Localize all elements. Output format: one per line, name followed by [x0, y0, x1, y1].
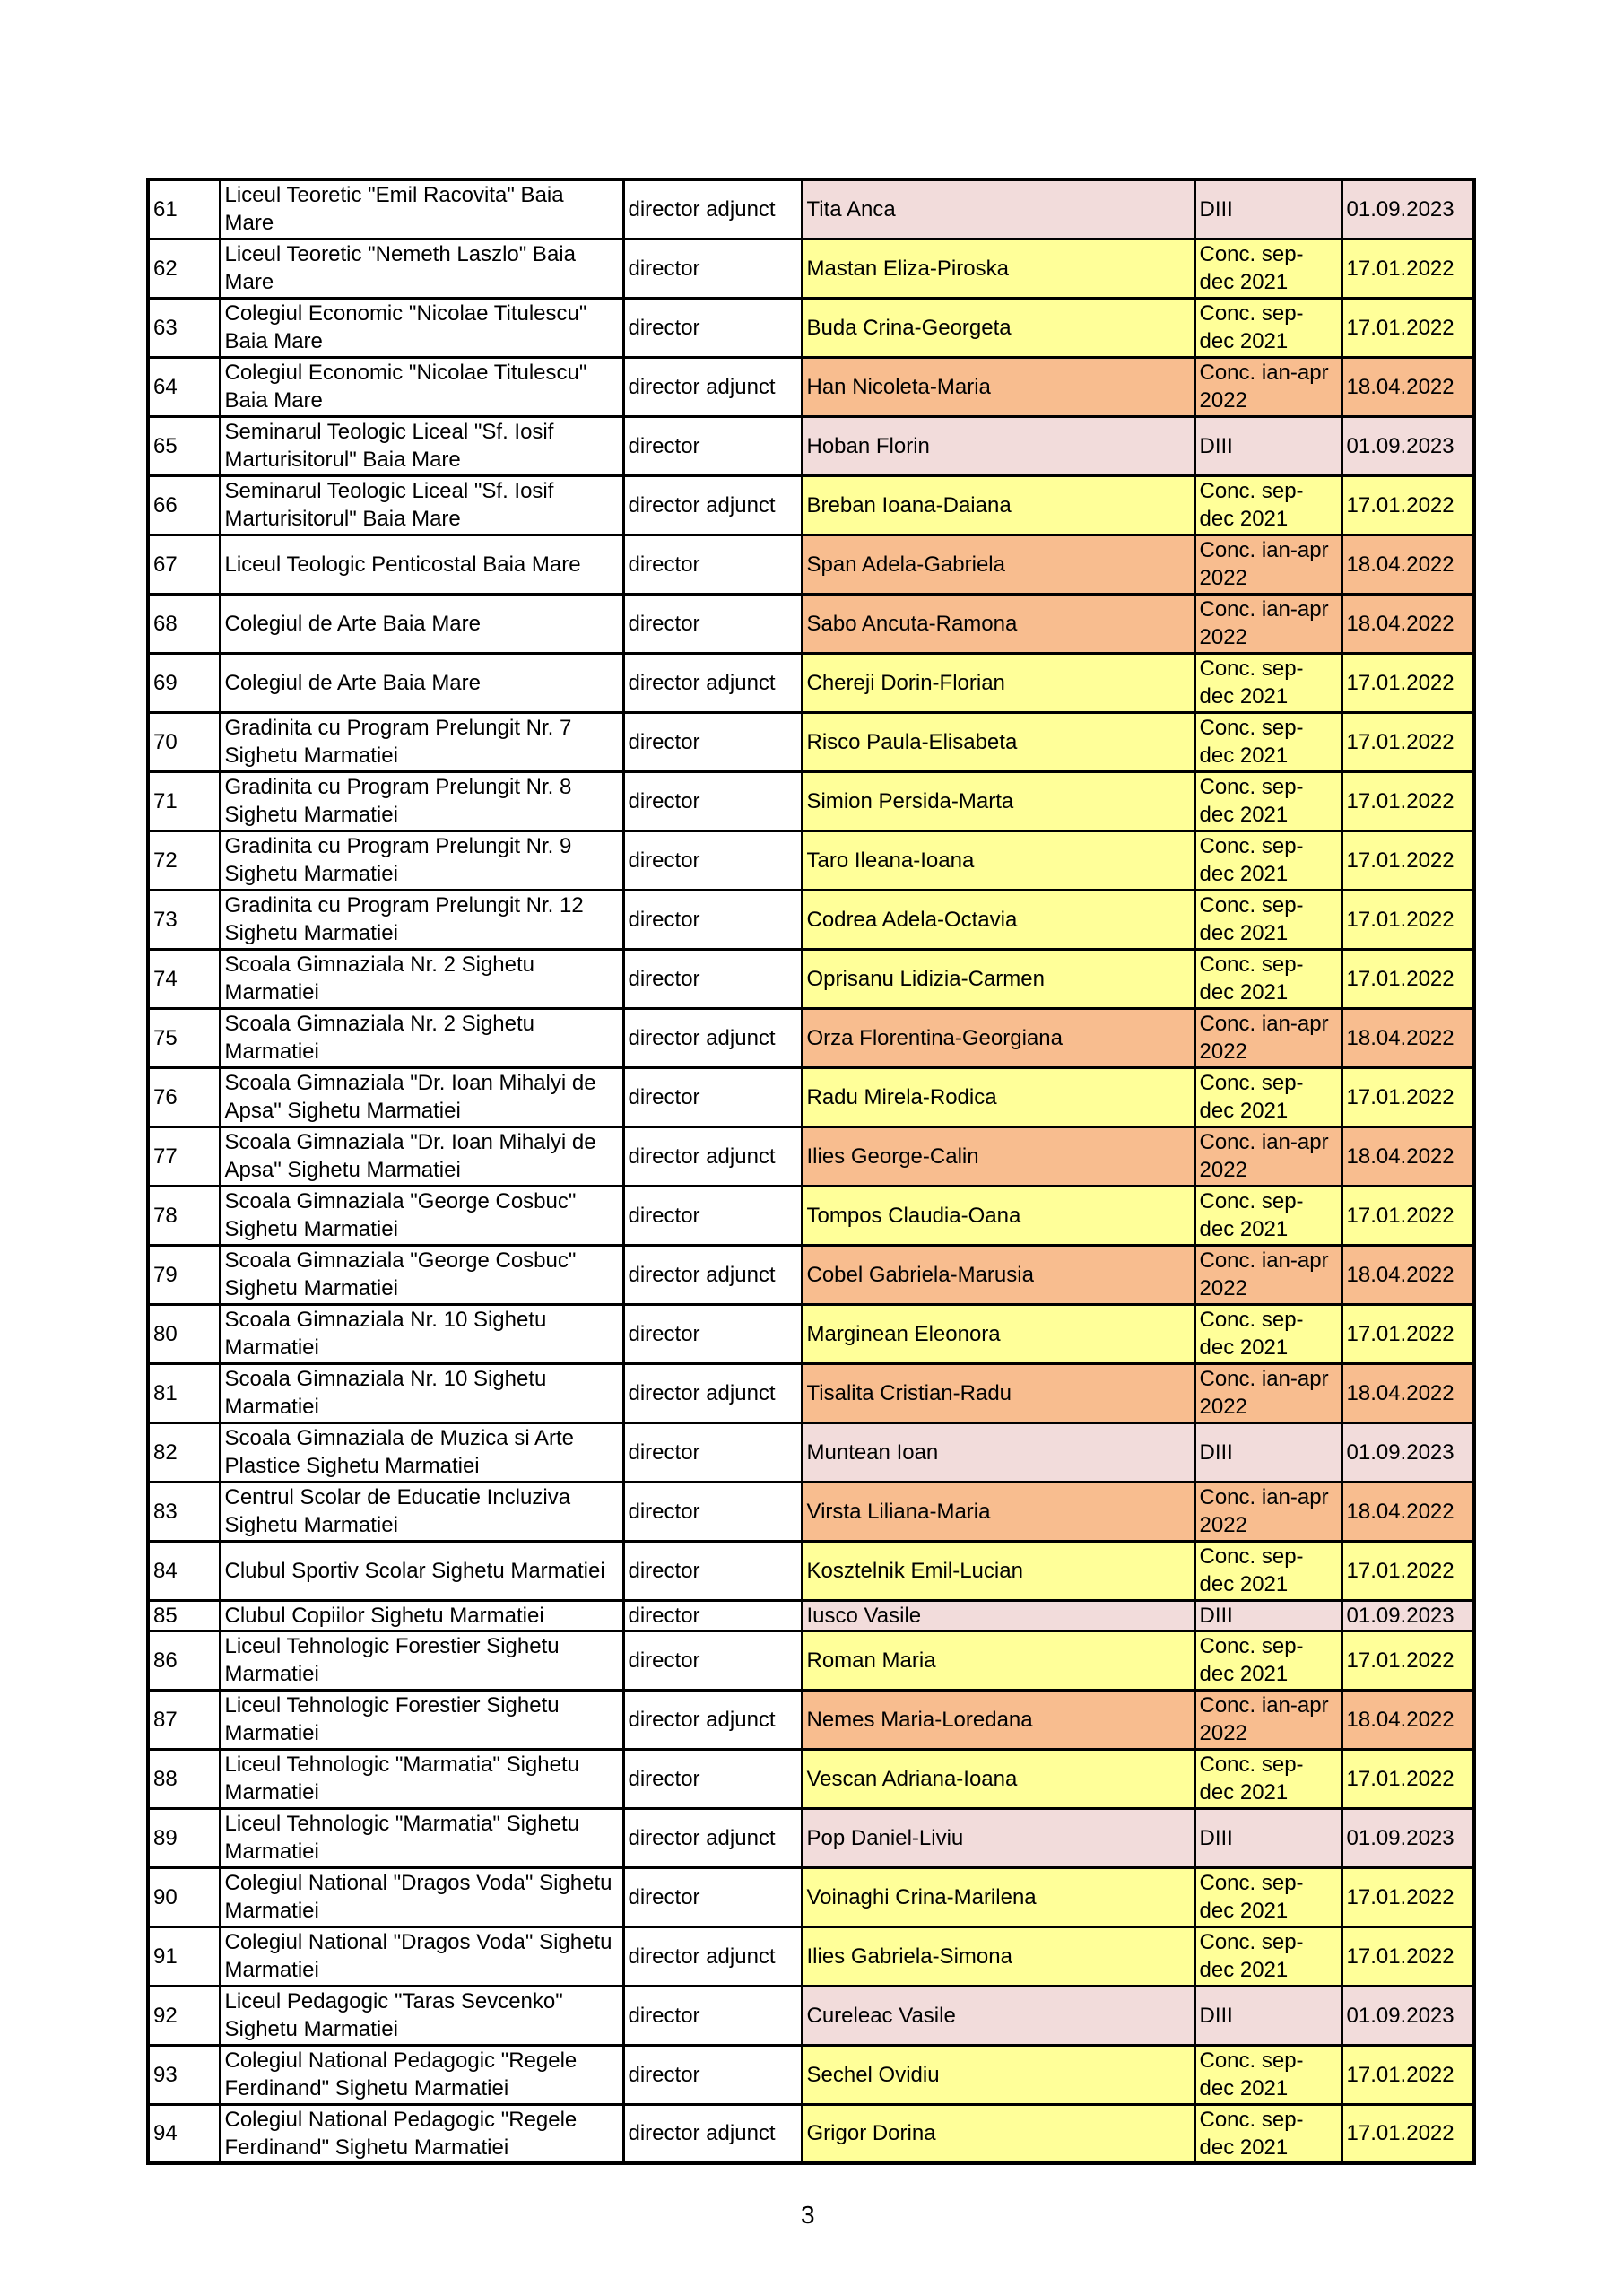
- effective-date: 17.01.2022: [1342, 1304, 1474, 1363]
- school-name: Colegiul de Arte Baia Mare: [220, 594, 623, 653]
- effective-date: 17.01.2022: [1342, 653, 1474, 712]
- table-row: [148, 712, 1474, 771]
- school-name: Colegiul National Pedagogic "Regele Ferdinand" Sighetu Marmatiei: [220, 2045, 623, 2104]
- directors-table: [146, 178, 1476, 2165]
- row-number: 78: [148, 1186, 220, 1245]
- person-name: Han Nicoleta-Maria: [802, 357, 1194, 416]
- appointment-status: Conc. ian-apr 2022: [1194, 1363, 1342, 1422]
- person-name: Span Adela-Gabriela: [802, 535, 1194, 594]
- appointment-status: Conc. ian-apr 2022: [1194, 357, 1342, 416]
- table-row: [148, 1986, 1474, 2045]
- appointment-status: Conc. ian-apr 2022: [1194, 1008, 1342, 1067]
- position: director: [623, 1541, 802, 1600]
- position: director adjunct: [623, 1926, 802, 1986]
- person-name: Cobel Gabriela-Marusia: [802, 1245, 1194, 1304]
- position: director: [623, 594, 802, 653]
- appointment-status: Conc. sep-dec 2021: [1194, 1541, 1342, 1600]
- table-row: [148, 1126, 1474, 1186]
- person-name: Iusco Vasile: [802, 1600, 1194, 1631]
- row-number: 61: [148, 179, 220, 239]
- appointment-status: Conc. sep-dec 2021: [1194, 771, 1342, 831]
- person-name: Pop Daniel-Liviu: [802, 1808, 1194, 1867]
- position: director: [623, 1986, 802, 2045]
- school-name: Liceul Teologic Penticostal Baia Mare: [220, 535, 623, 594]
- row-number: 64: [148, 357, 220, 416]
- row-number: 82: [148, 1422, 220, 1482]
- effective-date: 18.04.2022: [1342, 1008, 1474, 1067]
- school-name: Liceul Teoretic "Emil Racovita" Baia Mare: [220, 179, 623, 239]
- table-row: [148, 1363, 1474, 1422]
- row-number: 66: [148, 475, 220, 535]
- row-number: 70: [148, 712, 220, 771]
- table-row: [148, 1631, 1474, 1690]
- row-number: 63: [148, 298, 220, 357]
- person-name: Vescan Adriana-Ioana: [802, 1749, 1194, 1808]
- position: director: [623, 416, 802, 475]
- effective-date: 01.09.2023: [1342, 1600, 1474, 1631]
- position: director: [623, 1422, 802, 1482]
- table-row: [148, 239, 1474, 298]
- row-number: 81: [148, 1363, 220, 1422]
- position: director adjunct: [623, 1808, 802, 1867]
- appointment-status: DIII: [1194, 1808, 1342, 1867]
- position: director: [623, 1631, 802, 1690]
- row-number: 65: [148, 416, 220, 475]
- row-number: 88: [148, 1749, 220, 1808]
- position: director adjunct: [623, 475, 802, 535]
- position: director: [623, 1482, 802, 1541]
- table-row: [148, 1808, 1474, 1867]
- school-name: Scoala Gimnaziala "Dr. Ioan Mihalyi de Apsa" Sighetu Marmatiei: [220, 1067, 623, 1126]
- person-name: Taro Ileana-Ioana: [802, 831, 1194, 890]
- row-number: 90: [148, 1867, 220, 1926]
- appointment-status: DIII: [1194, 416, 1342, 475]
- school-name: Scoala Gimnaziala Nr. 10 Sighetu Marmatiei: [220, 1304, 623, 1363]
- table-row: [148, 1926, 1474, 1986]
- effective-date: 01.09.2023: [1342, 1808, 1474, 1867]
- appointment-status: Conc. sep-dec 2021: [1194, 949, 1342, 1008]
- school-name: Liceul Tehnologic "Marmatia" Sighetu Marmatiei: [220, 1808, 623, 1867]
- position: director adjunct: [623, 1008, 802, 1067]
- effective-date: 17.01.2022: [1342, 1541, 1474, 1600]
- row-number: 84: [148, 1541, 220, 1600]
- row-number: 91: [148, 1926, 220, 1986]
- row-number: 79: [148, 1245, 220, 1304]
- position: director: [623, 890, 802, 949]
- effective-date: 18.04.2022: [1342, 1363, 1474, 1422]
- appointment-status: Conc. ian-apr 2022: [1194, 1690, 1342, 1749]
- school-name: Liceul Tehnologic Forestier Sighetu Marmatiei: [220, 1631, 623, 1690]
- table-row: [148, 298, 1474, 357]
- row-number: 92: [148, 1986, 220, 2045]
- table-body: [148, 179, 1474, 2163]
- row-number: 76: [148, 1067, 220, 1126]
- school-name: Scoala Gimnaziala "George Cosbuc" Sighetu Marmatiei: [220, 1186, 623, 1245]
- table-row: [148, 416, 1474, 475]
- position: director: [623, 298, 802, 357]
- appointment-status: Conc. sep-dec 2021: [1194, 239, 1342, 298]
- table-row: [148, 1600, 1474, 1631]
- appointment-status: Conc. sep-dec 2021: [1194, 2045, 1342, 2104]
- row-number: 75: [148, 1008, 220, 1067]
- school-name: Colegiul National "Dragos Voda" Sighetu Marmatiei: [220, 1867, 623, 1926]
- person-name: Breban Ioana-Daiana: [802, 475, 1194, 535]
- effective-date: 17.01.2022: [1342, 890, 1474, 949]
- school-name: Centrul Scolar de Educatie Incluziva Sighetu Marmatiei: [220, 1482, 623, 1541]
- appointment-status: Conc. sep-dec 2021: [1194, 475, 1342, 535]
- school-name: Colegiul National "Dragos Voda" Sighetu Marmatiei: [220, 1926, 623, 1986]
- appointment-status: DIII: [1194, 1600, 1342, 1631]
- table-row: [148, 2104, 1474, 2163]
- person-name: Simion Persida-Marta: [802, 771, 1194, 831]
- effective-date: 01.09.2023: [1342, 1986, 1474, 2045]
- table-row: [148, 357, 1474, 416]
- row-number: 68: [148, 594, 220, 653]
- table-row: [148, 890, 1474, 949]
- position: director adjunct: [623, 1245, 802, 1304]
- school-name: Clubul Copiilor Sighetu Marmatiei: [220, 1600, 623, 1631]
- effective-date: 17.01.2022: [1342, 1186, 1474, 1245]
- appointment-status: Conc. sep-dec 2021: [1194, 1186, 1342, 1245]
- appointment-status: Conc. sep-dec 2021: [1194, 831, 1342, 890]
- school-name: Liceul Tehnologic "Marmatia" Sighetu Marmatiei: [220, 1749, 623, 1808]
- table-row: [148, 771, 1474, 831]
- row-number: 85: [148, 1600, 220, 1631]
- person-name: Nemes Maria-Loredana: [802, 1690, 1194, 1749]
- table-row: [148, 1867, 1474, 1926]
- effective-date: 01.09.2023: [1342, 1422, 1474, 1482]
- appointment-status: Conc. sep-dec 2021: [1194, 298, 1342, 357]
- person-name: Muntean Ioan: [802, 1422, 1194, 1482]
- person-name: Virsta Liliana-Maria: [802, 1482, 1194, 1541]
- person-name: Oprisanu Lidizia-Carmen: [802, 949, 1194, 1008]
- effective-date: 18.04.2022: [1342, 1690, 1474, 1749]
- effective-date: 18.04.2022: [1342, 535, 1474, 594]
- row-number: 89: [148, 1808, 220, 1867]
- appointment-status: Conc. sep-dec 2021: [1194, 1926, 1342, 1986]
- appointment-status: Conc. sep-dec 2021: [1194, 1631, 1342, 1690]
- person-name: Risco Paula-Elisabeta: [802, 712, 1194, 771]
- table-row: [148, 653, 1474, 712]
- person-name: Sabo Ancuta-Ramona: [802, 594, 1194, 653]
- position: director: [623, 1304, 802, 1363]
- table-row: [148, 179, 1474, 239]
- school-name: Gradinita cu Program Prelungit Nr. 9 Sighetu Marmatiei: [220, 831, 623, 890]
- person-name: Grigor Dorina: [802, 2104, 1194, 2163]
- person-name: Buda Crina-Georgeta: [802, 298, 1194, 357]
- school-name: Seminarul Teologic Liceal "Sf. Iosif Marturisitorul" Baia Mare: [220, 416, 623, 475]
- effective-date: 17.01.2022: [1342, 475, 1474, 535]
- appointment-status: Conc. ian-apr 2022: [1194, 1245, 1342, 1304]
- position: director: [623, 2045, 802, 2104]
- position: director: [623, 239, 802, 298]
- appointment-status: Conc. sep-dec 2021: [1194, 653, 1342, 712]
- table-row: [148, 1304, 1474, 1363]
- row-number: 77: [148, 1126, 220, 1186]
- person-name: Tita Anca: [802, 179, 1194, 239]
- school-name: Gradinita cu Program Prelungit Nr. 7 Sighetu Marmatiei: [220, 712, 623, 771]
- effective-date: 18.04.2022: [1342, 1482, 1474, 1541]
- effective-date: 17.01.2022: [1342, 298, 1474, 357]
- row-number: 67: [148, 535, 220, 594]
- school-name: Liceul Teoretic "Nemeth Laszlo" Baia Mare: [220, 239, 623, 298]
- school-name: Gradinita cu Program Prelungit Nr. 8 Sighetu Marmatiei: [220, 771, 623, 831]
- appointment-status: Conc. sep-dec 2021: [1194, 890, 1342, 949]
- person-name: Tisalita Cristian-Radu: [802, 1363, 1194, 1422]
- appointment-status: DIII: [1194, 1422, 1342, 1482]
- school-name: Clubul Sportiv Scolar Sighetu Marmatiei: [220, 1541, 623, 1600]
- effective-date: 17.01.2022: [1342, 2104, 1474, 2163]
- position: director adjunct: [623, 179, 802, 239]
- row-number: 62: [148, 239, 220, 298]
- effective-date: 17.01.2022: [1342, 2045, 1474, 2104]
- school-name: Colegiul Economic "Nicolae Titulescu" Baia Mare: [220, 298, 623, 357]
- row-number: 94: [148, 2104, 220, 2163]
- position: director: [623, 1600, 802, 1631]
- row-number: 74: [148, 949, 220, 1008]
- school-name: Scoala Gimnaziala Nr. 2 Sighetu Marmatiei: [220, 1008, 623, 1067]
- row-number: 86: [148, 1631, 220, 1690]
- person-name: Radu Mirela-Rodica: [802, 1067, 1194, 1126]
- appointment-status: Conc. ian-apr 2022: [1194, 1482, 1342, 1541]
- effective-date: 17.01.2022: [1342, 949, 1474, 1008]
- person-name: Tompos Claudia-Oana: [802, 1186, 1194, 1245]
- table-row: [148, 1690, 1474, 1749]
- appointment-status: DIII: [1194, 179, 1342, 239]
- table-row: [148, 1186, 1474, 1245]
- person-name: Ilies Gabriela-Simona: [802, 1926, 1194, 1986]
- effective-date: 01.09.2023: [1342, 416, 1474, 475]
- row-number: 83: [148, 1482, 220, 1541]
- person-name: Mastan Eliza-Piroska: [802, 239, 1194, 298]
- position: director: [623, 1867, 802, 1926]
- position: director adjunct: [623, 1126, 802, 1186]
- position: director adjunct: [623, 653, 802, 712]
- appointment-status: Conc. sep-dec 2021: [1194, 712, 1342, 771]
- school-name: Liceul Pedagogic "Taras Sevcenko" Sighetu Marmatiei: [220, 1986, 623, 2045]
- appointment-status: DIII: [1194, 1986, 1342, 2045]
- effective-date: 17.01.2022: [1342, 1926, 1474, 1986]
- appointment-status: Conc. ian-apr 2022: [1194, 535, 1342, 594]
- table-row: [148, 1245, 1474, 1304]
- effective-date: 18.04.2022: [1342, 357, 1474, 416]
- position: director: [623, 712, 802, 771]
- table-row: [148, 949, 1474, 1008]
- person-name: Hoban Florin: [802, 416, 1194, 475]
- table-row: [148, 831, 1474, 890]
- page-number: 3: [801, 2201, 815, 2229]
- school-name: Scoala Gimnaziala de Muzica si Arte Plastice Sighetu Marmatiei: [220, 1422, 623, 1482]
- position: director adjunct: [623, 2104, 802, 2163]
- row-number: 93: [148, 2045, 220, 2104]
- table-row: [148, 594, 1474, 653]
- person-name: Voinaghi Crina-Marilena: [802, 1867, 1194, 1926]
- effective-date: 17.01.2022: [1342, 1867, 1474, 1926]
- table-row: [148, 1749, 1474, 1808]
- position: director: [623, 535, 802, 594]
- position: director: [623, 1067, 802, 1126]
- effective-date: 17.01.2022: [1342, 239, 1474, 298]
- school-name: Colegiul Economic "Nicolae Titulescu" Baia Mare: [220, 357, 623, 416]
- table-row: [148, 1008, 1474, 1067]
- effective-date: 17.01.2022: [1342, 771, 1474, 831]
- person-name: Ilies George-Calin: [802, 1126, 1194, 1186]
- person-name: Sechel Ovidiu: [802, 2045, 1194, 2104]
- effective-date: 18.04.2022: [1342, 1245, 1474, 1304]
- table-row: [148, 1067, 1474, 1126]
- school-name: Gradinita cu Program Prelungit Nr. 12 Sighetu Marmatiei: [220, 890, 623, 949]
- row-number: 87: [148, 1690, 220, 1749]
- position: director adjunct: [623, 357, 802, 416]
- effective-date: 17.01.2022: [1342, 1631, 1474, 1690]
- effective-date: 17.01.2022: [1342, 831, 1474, 890]
- person-name: Cureleac Vasile: [802, 1986, 1194, 2045]
- school-name: Liceul Tehnologic Forestier Sighetu Marmatiei: [220, 1690, 623, 1749]
- row-number: 80: [148, 1304, 220, 1363]
- effective-date: 18.04.2022: [1342, 1126, 1474, 1186]
- school-name: Seminarul Teologic Liceal "Sf. Iosif Marturisitorul" Baia Mare: [220, 475, 623, 535]
- table-row: [148, 1482, 1474, 1541]
- position: director: [623, 771, 802, 831]
- table-row: [148, 2045, 1474, 2104]
- position: director: [623, 1186, 802, 1245]
- person-name: Codrea Adela-Octavia: [802, 890, 1194, 949]
- effective-date: 18.04.2022: [1342, 594, 1474, 653]
- table-row: [148, 535, 1474, 594]
- appointment-status: Conc. ian-apr 2022: [1194, 594, 1342, 653]
- appointment-status: Conc. sep-dec 2021: [1194, 1749, 1342, 1808]
- person-name: Chereji Dorin-Florian: [802, 653, 1194, 712]
- appointment-status: Conc. sep-dec 2021: [1194, 2104, 1342, 2163]
- appointment-status: Conc. ian-apr 2022: [1194, 1126, 1342, 1186]
- effective-date: 17.01.2022: [1342, 712, 1474, 771]
- table-row: [148, 1541, 1474, 1600]
- position: director: [623, 831, 802, 890]
- effective-date: 01.09.2023: [1342, 179, 1474, 239]
- appointment-status: Conc. sep-dec 2021: [1194, 1067, 1342, 1126]
- row-number: 73: [148, 890, 220, 949]
- table-row: [148, 475, 1474, 535]
- position: director adjunct: [623, 1690, 802, 1749]
- person-name: Orza Florentina-Georgiana: [802, 1008, 1194, 1067]
- school-name: Scoala Gimnaziala "George Cosbuc" Sighetu Marmatiei: [220, 1245, 623, 1304]
- row-number: 72: [148, 831, 220, 890]
- school-name: Scoala Gimnaziala Nr. 2 Sighetu Marmatiei: [220, 949, 623, 1008]
- school-name: Colegiul National Pedagogic "Regele Ferdinand" Sighetu Marmatiei: [220, 2104, 623, 2163]
- appointment-status: Conc. sep-dec 2021: [1194, 1867, 1342, 1926]
- effective-date: 17.01.2022: [1342, 1067, 1474, 1126]
- effective-date: 17.01.2022: [1342, 1749, 1474, 1808]
- position: director adjunct: [623, 1363, 802, 1422]
- position: director: [623, 1749, 802, 1808]
- appointment-status: Conc. sep-dec 2021: [1194, 1304, 1342, 1363]
- school-name: Scoala Gimnaziala Nr. 10 Sighetu Marmatiei: [220, 1363, 623, 1422]
- person-name: Kosztelnik Emil-Lucian: [802, 1541, 1194, 1600]
- school-name: Colegiul de Arte Baia Mare: [220, 653, 623, 712]
- table-row: [148, 1422, 1474, 1482]
- position: director: [623, 949, 802, 1008]
- school-name: Scoala Gimnaziala "Dr. Ioan Mihalyi de Apsa" Sighetu Marmatiei: [220, 1126, 623, 1186]
- person-name: Roman Maria: [802, 1631, 1194, 1690]
- row-number: 69: [148, 653, 220, 712]
- row-number: 71: [148, 771, 220, 831]
- person-name: Marginean Eleonora: [802, 1304, 1194, 1363]
